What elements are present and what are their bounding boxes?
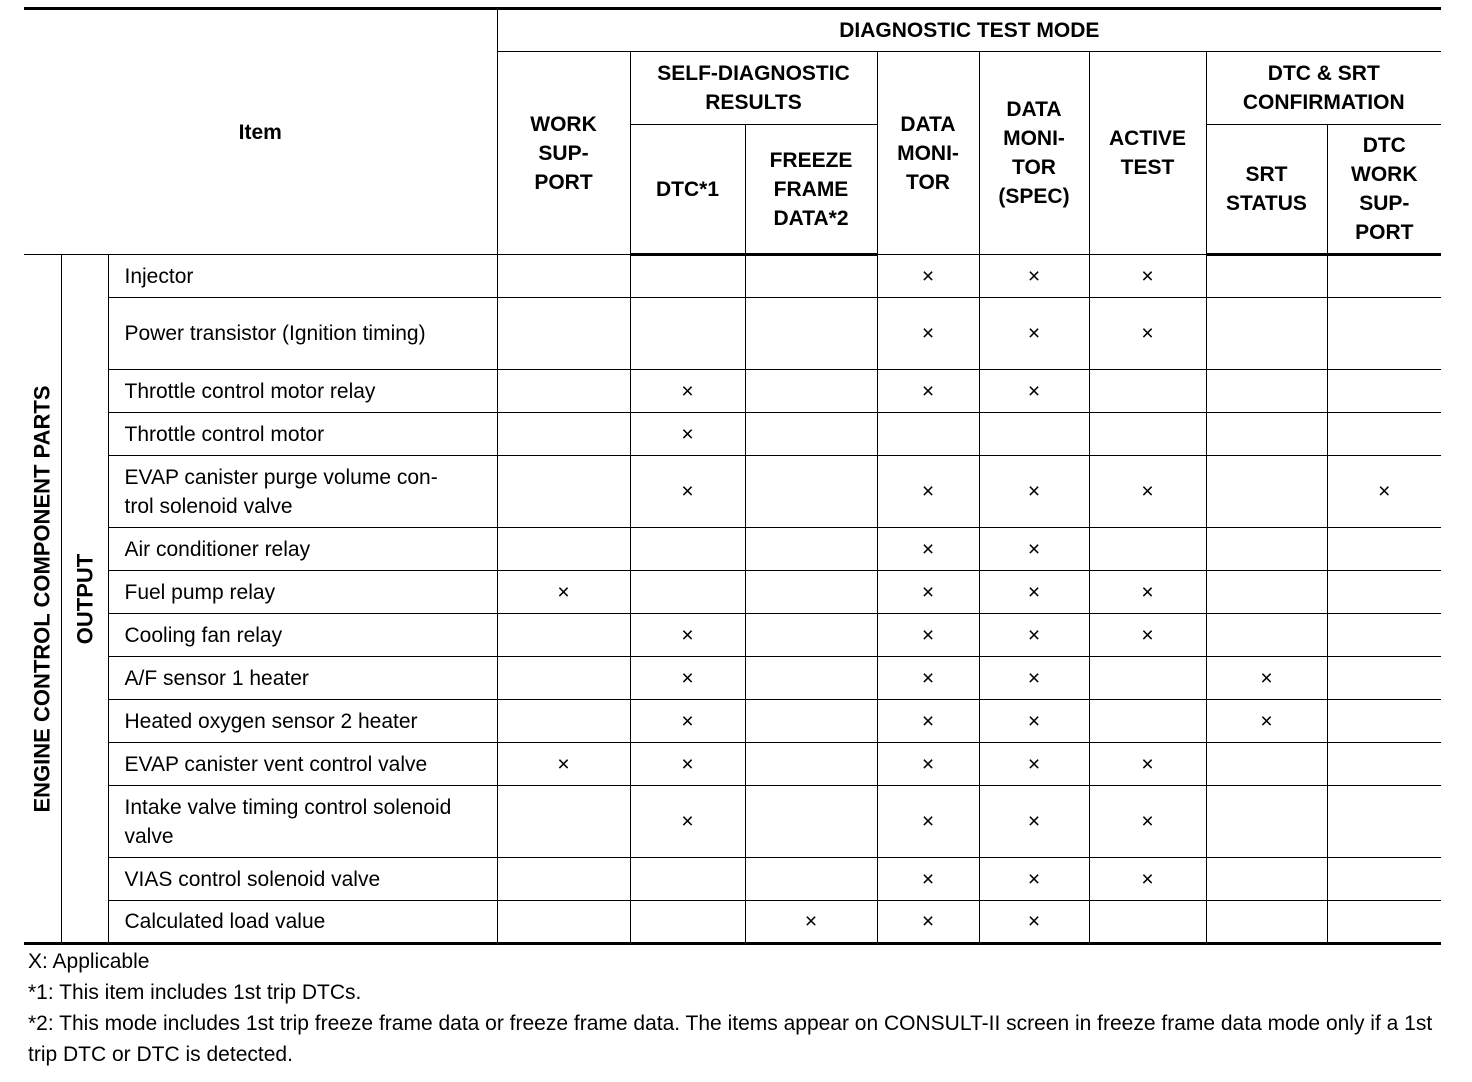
mark-cell-data-monitor-spec: [979, 456, 1089, 528]
mark-cell-active-test: [1089, 571, 1206, 614]
mark-cell-work-support: [497, 858, 630, 901]
header-diagnostic-test-mode: DIAGNOSTIC TEST MODE: [497, 9, 1441, 52]
group-label-cell: [24, 255, 61, 944]
mark-cell-freeze-frame-data: [745, 255, 877, 298]
table-row: [24, 456, 1441, 528]
header-self-diagnostic-results: SELF-DIAGNOSTIC RESULTS: [630, 52, 877, 125]
table-row: [24, 528, 1441, 571]
header-dtc: DTC*1: [630, 125, 745, 255]
mark-cell-work-support: [497, 657, 630, 700]
mark-cell-work-support: [497, 743, 630, 786]
mark-cell-dtc: [630, 370, 745, 413]
item-name-line: Injector: [124, 264, 194, 288]
mark-cell-freeze-frame-data: [745, 456, 877, 528]
mark-cell-freeze-frame-data: [745, 657, 877, 700]
mark-cell-freeze-frame-data: [745, 901, 877, 944]
mark-cell-freeze-frame-data: [745, 614, 877, 657]
item-name: [108, 255, 497, 298]
mark-cell-dtc-work-support: [1327, 413, 1441, 456]
item-name-line: Air conditioner relay: [124, 537, 311, 561]
applicable-mark: ×: [681, 752, 694, 776]
applicable-mark: ×: [1027, 580, 1041, 604]
note-applicable: X: Applicable: [28, 950, 150, 973]
mark-cell-work-support: [497, 456, 630, 528]
note-freeze-frame: *2: This mode includes 1st trip freeze frame data or freeze frame data. The items appear on CONSULT-II screen in freeze frame data mode only if a 1st trip DTC or DTC is detected.: [28, 1012, 1433, 1066]
item-name-line: Throttle control motor relay: [124, 379, 376, 403]
mark-cell-dtc-work-support: [1327, 571, 1441, 614]
applicable-mark: ×: [921, 752, 935, 776]
subgroup-label: OUTPUT: [72, 553, 97, 644]
mark-cell-dtc: [630, 743, 745, 786]
mark-cell-srt-status: [1206, 456, 1327, 528]
item-name-line: VIAS control solenoid valve: [124, 867, 381, 891]
applicable-mark: ×: [1027, 867, 1041, 891]
header-dtc-srt-confirmation: DTC & SRT CONFIRMATION: [1206, 52, 1441, 125]
mark-cell-srt-status: [1206, 657, 1327, 700]
mark-cell-data-monitor: [877, 614, 979, 657]
item-name-line: Power transistor (Ignition timing): [124, 322, 426, 345]
mark-cell-data-monitor: [877, 858, 979, 901]
mark-cell-data-monitor: [877, 571, 979, 614]
mark-cell-srt-status: [1206, 528, 1327, 571]
mark-cell-active-test: [1089, 370, 1206, 413]
applicable-mark: ×: [1378, 480, 1391, 503]
applicable-mark: ×: [1141, 752, 1154, 776]
applicable-mark: ×: [1027, 910, 1041, 933]
mark-cell-data-monitor: [877, 413, 979, 456]
mark-cell-freeze-frame-data: [745, 743, 877, 786]
item-name: [108, 858, 497, 901]
mark-cell-active-test: [1089, 743, 1206, 786]
subgroup-label-cell: [61, 255, 108, 944]
applicable-mark: ×: [921, 709, 935, 733]
item-name-line: Throttle control motor: [124, 422, 325, 446]
mark-cell-dtc-work-support: [1327, 786, 1441, 858]
applicable-mark: ×: [1141, 867, 1154, 891]
mark-cell-srt-status: [1206, 413, 1327, 456]
mark-cell-freeze-frame-data: [745, 786, 877, 858]
mark-cell-freeze-frame-data: [745, 413, 877, 456]
applicable-mark: ×: [921, 480, 935, 503]
mark-cell-dtc-work-support: [1327, 657, 1441, 700]
mark-cell-dtc-work-support: [1327, 456, 1441, 528]
mark-cell-dtc-work-support: [1327, 614, 1441, 657]
applicable-mark: ×: [1141, 580, 1154, 604]
applicable-mark: ×: [681, 379, 694, 403]
mark-cell-dtc-work-support: [1327, 528, 1441, 571]
mark-cell-active-test: [1089, 413, 1206, 456]
item-name: [108, 743, 497, 786]
applicable-mark: ×: [681, 480, 694, 503]
mark-cell-dtc-work-support: [1327, 743, 1441, 786]
mark-cell-data-monitor-spec: [979, 786, 1089, 858]
item-name-line: A/F sensor 1 heater: [124, 666, 309, 690]
mark-cell-active-test: [1089, 255, 1206, 298]
applicable-mark: ×: [1027, 666, 1041, 690]
mark-cell-dtc: [630, 700, 745, 743]
header-data-monitor: DATA MONI- TOR: [877, 52, 979, 255]
item-name: [108, 901, 497, 944]
applicable-mark: ×: [921, 264, 935, 288]
mark-cell-data-monitor: [877, 786, 979, 858]
mark-cell-srt-status: [1206, 298, 1327, 370]
applicable-mark: ×: [1027, 623, 1041, 647]
footnotes: [28, 946, 1440, 1070]
mark-cell-data-monitor-spec: [979, 298, 1089, 370]
table-row: [24, 413, 1441, 456]
table-row: [24, 901, 1441, 944]
mark-cell-data-monitor: [877, 370, 979, 413]
mark-cell-data-monitor-spec: [979, 614, 1089, 657]
group-label: ENGINE CONTROL COMPONENT PARTS: [29, 385, 55, 812]
applicable-mark: ×: [681, 422, 694, 446]
applicable-mark: ×: [1141, 623, 1154, 647]
applicable-mark: ×: [1260, 709, 1273, 733]
header-dtc-work-support: DTC WORK SUP- PORT: [1327, 125, 1441, 255]
mark-cell-data-monitor-spec: [979, 743, 1089, 786]
mark-cell-active-test: [1089, 298, 1206, 370]
item-name: [108, 528, 497, 571]
item-name: [108, 657, 497, 700]
mark-cell-work-support: [497, 413, 630, 456]
item-name-line: trol solenoid valve: [124, 494, 293, 518]
mark-cell-dtc-work-support: [1327, 298, 1441, 370]
item-name-line: Fuel pump relay: [124, 580, 276, 604]
applicable-mark: ×: [921, 666, 935, 690]
header-data-monitor-spec: DATA MONI- TOR (SPEC): [979, 52, 1089, 255]
applicable-mark: ×: [921, 910, 935, 933]
mark-cell-data-monitor-spec: [979, 255, 1089, 298]
applicable-mark: ×: [921, 867, 935, 891]
mark-cell-data-monitor: [877, 743, 979, 786]
mark-cell-srt-status: [1206, 901, 1327, 944]
table-row: [24, 255, 1441, 298]
mark-cell-active-test: [1089, 901, 1206, 944]
applicable-mark: ×: [681, 810, 694, 833]
mark-cell-dtc-work-support: [1327, 370, 1441, 413]
applicable-mark: ×: [1141, 322, 1154, 345]
item-name-line: Cooling fan relay: [124, 623, 283, 647]
applicable-mark: ×: [1027, 264, 1041, 288]
header-work-support: WORK SUP- PORT: [497, 52, 630, 255]
mark-cell-dtc: [630, 528, 745, 571]
item-name: [108, 298, 497, 370]
mark-cell-dtc-work-support: [1327, 255, 1441, 298]
applicable-mark: ×: [1027, 379, 1041, 403]
table-row: [24, 743, 1441, 786]
mark-cell-dtc: [630, 298, 745, 370]
mark-cell-dtc: [630, 456, 745, 528]
mark-cell-data-monitor: [877, 456, 979, 528]
table-row: [24, 298, 1441, 370]
mark-cell-data-monitor: [877, 528, 979, 571]
item-name: [108, 370, 497, 413]
mark-cell-freeze-frame-data: [745, 858, 877, 901]
item-name-line: EVAP canister vent control valve: [124, 752, 428, 776]
mark-cell-data-monitor: [877, 901, 979, 944]
applicable-mark: ×: [681, 709, 694, 733]
applicable-mark: ×: [1027, 322, 1041, 345]
table-row: [24, 370, 1441, 413]
table-row: [24, 858, 1441, 901]
mark-cell-work-support: [497, 571, 630, 614]
applicable-mark: ×: [1027, 752, 1041, 776]
mark-cell-srt-status: [1206, 370, 1327, 413]
table-row: [24, 657, 1441, 700]
mark-cell-data-monitor: [877, 700, 979, 743]
mark-cell-work-support: [497, 901, 630, 944]
mark-cell-srt-status: [1206, 743, 1327, 786]
mark-cell-dtc: [630, 901, 745, 944]
mark-cell-dtc: [630, 614, 745, 657]
applicable-mark: ×: [1260, 666, 1273, 690]
mark-cell-dtc: [630, 858, 745, 901]
header-active-test: ACTIVE TEST: [1089, 52, 1206, 255]
mark-cell-active-test: [1089, 456, 1206, 528]
mark-cell-freeze-frame-data: [745, 700, 877, 743]
mark-cell-srt-status: [1206, 255, 1327, 298]
mark-cell-dtc-work-support: [1327, 858, 1441, 901]
mark-cell-work-support: [497, 786, 630, 858]
mark-cell-work-support: [497, 370, 630, 413]
mark-cell-active-test: [1089, 786, 1206, 858]
applicable-mark: ×: [681, 623, 694, 647]
mark-cell-active-test: [1089, 528, 1206, 571]
applicable-mark: ×: [921, 580, 935, 604]
table-row: [24, 786, 1441, 858]
applicable-mark: ×: [557, 580, 570, 604]
mark-cell-data-monitor-spec: [979, 657, 1089, 700]
applicable-mark: ×: [921, 379, 935, 403]
item-name-line: Intake valve timing control solenoid: [124, 795, 452, 819]
mark-cell-data-monitor-spec: [979, 413, 1089, 456]
mark-cell-dtc: [630, 413, 745, 456]
mark-cell-data-monitor-spec: [979, 700, 1089, 743]
applicable-mark: ×: [1141, 264, 1154, 288]
mark-cell-dtc: [630, 571, 745, 614]
item-name: [108, 413, 497, 456]
mark-cell-srt-status: [1206, 571, 1327, 614]
mark-cell-work-support: [497, 614, 630, 657]
applicable-mark: ×: [921, 623, 935, 647]
header-freeze-frame-data: FREEZE FRAME DATA*2: [745, 125, 877, 255]
applicable-mark: ×: [804, 910, 818, 933]
item-name: [108, 614, 497, 657]
mark-cell-data-monitor-spec: [979, 370, 1089, 413]
diagnostic-test-mode-table: [24, 7, 1441, 945]
applicable-mark: ×: [921, 537, 935, 561]
item-name-line: Calculated load value: [124, 910, 326, 933]
mark-cell-active-test: [1089, 657, 1206, 700]
item-name: [108, 700, 497, 743]
applicable-mark: ×: [557, 752, 570, 776]
mark-cell-dtc-work-support: [1327, 901, 1441, 944]
mark-cell-work-support: [497, 528, 630, 571]
mark-cell-freeze-frame-data: [745, 370, 877, 413]
mark-cell-srt-status: [1206, 614, 1327, 657]
mark-cell-work-support: [497, 700, 630, 743]
item-name: [108, 571, 497, 614]
mark-cell-data-monitor: [877, 298, 979, 370]
mark-cell-data-monitor: [877, 657, 979, 700]
item-name-line: EVAP canister purge volume con-: [124, 465, 438, 489]
item-name-line: Heated oxygen sensor 2 heater: [124, 709, 418, 733]
mark-cell-dtc: [630, 657, 745, 700]
mark-cell-srt-status: [1206, 700, 1327, 743]
mark-cell-freeze-frame-data: [745, 528, 877, 571]
table-row: [24, 614, 1441, 657]
mark-cell-data-monitor-spec: [979, 528, 1089, 571]
mark-cell-freeze-frame-data: [745, 298, 877, 370]
mark-cell-work-support: [497, 255, 630, 298]
mark-cell-freeze-frame-data: [745, 571, 877, 614]
table-row: [24, 571, 1441, 614]
applicable-mark: ×: [921, 810, 935, 833]
mark-cell-active-test: [1089, 858, 1206, 901]
mark-cell-data-monitor-spec: [979, 858, 1089, 901]
applicable-mark: ×: [1027, 810, 1041, 833]
header-srt-status: SRT STATUS: [1206, 125, 1327, 255]
applicable-mark: ×: [921, 322, 935, 345]
table-row: [24, 700, 1441, 743]
mark-cell-srt-status: [1206, 858, 1327, 901]
mark-cell-dtc-work-support: [1327, 700, 1441, 743]
header-item: Item: [24, 9, 497, 255]
mark-cell-data-monitor: [877, 255, 979, 298]
item-name-line: valve: [124, 824, 174, 848]
item-name: [108, 456, 497, 528]
item-name: [108, 786, 497, 858]
mark-cell-srt-status: [1206, 786, 1327, 858]
mark-cell-active-test: [1089, 700, 1206, 743]
applicable-mark: ×: [1027, 537, 1041, 561]
mark-cell-dtc: [630, 255, 745, 298]
mark-cell-dtc: [630, 786, 745, 858]
mark-cell-data-monitor-spec: [979, 571, 1089, 614]
applicable-mark: ×: [1027, 480, 1041, 503]
note-dtc: *1: This item includes 1st trip DTCs.: [28, 981, 362, 1004]
mark-cell-data-monitor-spec: [979, 901, 1089, 944]
mark-cell-work-support: [497, 298, 630, 370]
applicable-mark: ×: [681, 666, 694, 690]
mark-cell-active-test: [1089, 614, 1206, 657]
applicable-mark: ×: [1027, 709, 1041, 733]
applicable-mark: ×: [1141, 810, 1154, 833]
applicable-mark: ×: [1141, 480, 1154, 503]
